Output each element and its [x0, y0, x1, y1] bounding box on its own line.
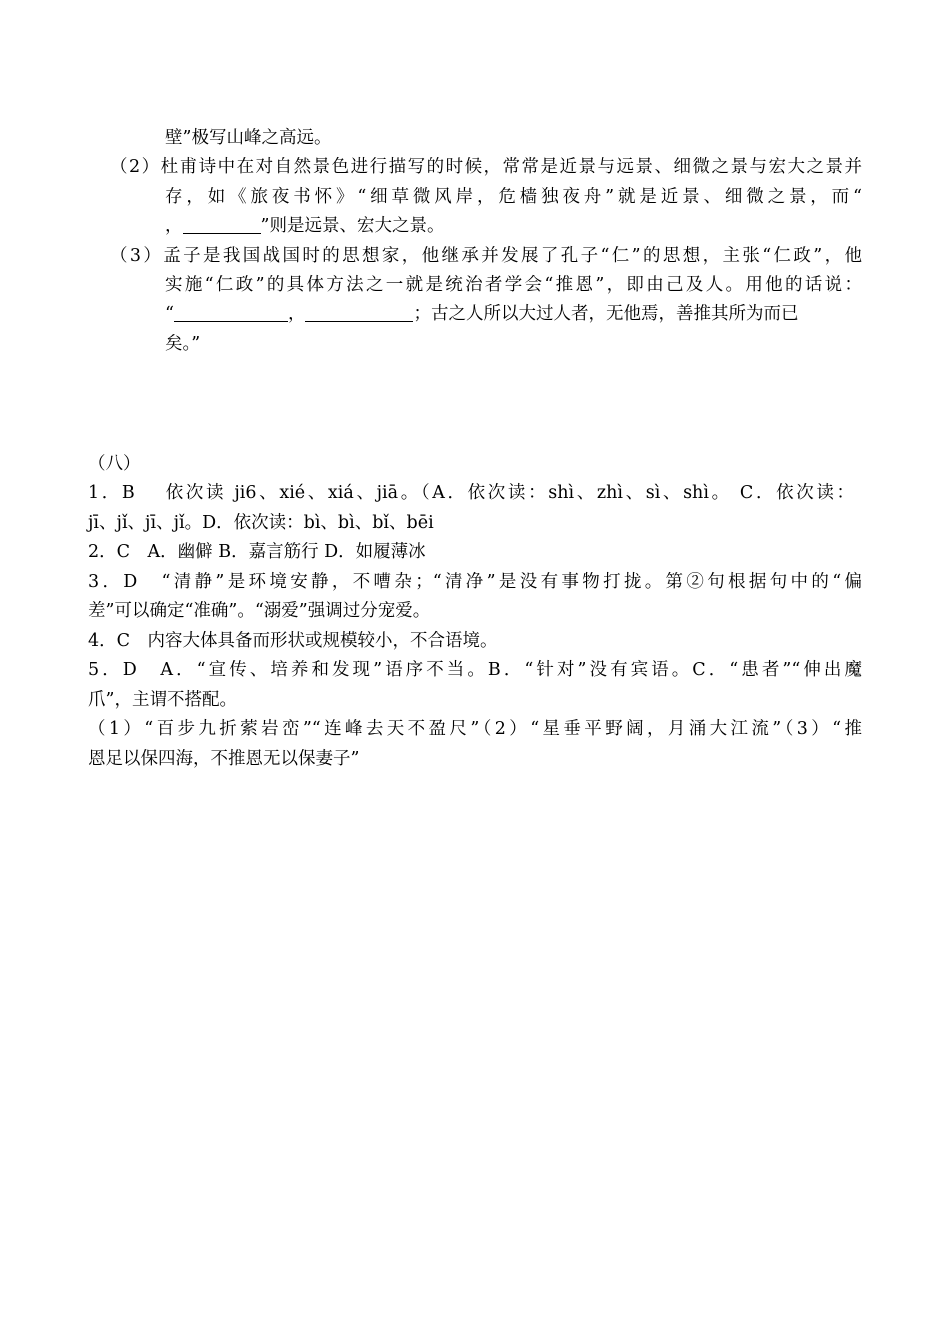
answer-1-line-1: 1．B 依次读 ji6、xié、xiá、jiā。（A．依次读：shì、zhì、sì、shì。 C．依次读： [88, 483, 854, 503]
q3-line-3-open-quote: “ [165, 304, 174, 324]
answer-1-line-2: jī、jǐ、jī、jǐ。D．依次读：bì、bì、bǐ、bēi [88, 513, 434, 533]
answer-5-line-1: 5．D A．“宣传、培养和发现”语序不当。B．“针对”没有宾语。C．“患者”“伸出魔 [88, 660, 862, 680]
answer-blank[interactable] [183, 216, 261, 234]
q2-line-3-comma: ， [165, 216, 183, 236]
q2-line-1: （2）杜甫诗中在对自然景色进行描写的时候，常常是近景与远景、细微之景与宏大之景并 [110, 157, 862, 177]
answer-3-line-1: 3．D “清静”是环境安静，不嘈杂；“清净”是没有事物打拢。第②句根据句中的“偏 [88, 572, 862, 592]
q3-line-4: 矣。” [165, 334, 201, 354]
q3-line-3 [165, 302, 798, 326]
q2-line-3 [165, 214, 444, 238]
q3-line-3-comma: ， [287, 304, 306, 324]
answer-3-line-2: 差”可以确定“准确”。“溺爱”强调过分宠爱。 [88, 601, 431, 621]
q2-line-3-tail: ”则是远景、宏大之景。 [260, 216, 445, 236]
answer-4: 4．C 内容大体具备而形状或规模较小，不合语境。 [88, 631, 498, 651]
q1-tail-line: 壁”极写山峰之高远。 [165, 128, 332, 148]
q3-line-1: （3）孟子是我国战国时的思想家，他继承并发展了孔子“仁”的思想，主张“仁政”，他 [110, 246, 862, 266]
q2-line-2: 存，如《旅夜书怀》“细草微风岸，危樯独夜舟”就是近景、细微之景，而“ [165, 187, 862, 207]
answer-6-line-1: （1）“百步九折萦岩峦”“连峰去天不盈尺”（2）“星垂平野阔，月涌大江流”（3）“推 [88, 719, 862, 739]
answer-blank[interactable] [305, 304, 413, 322]
answer-6-line-2: 恩足以保四海，不推恩无以保妻子” [88, 749, 360, 769]
q3-line-2: 实施“仁政”的具体方法之一就是统治者学会“推恩”，即由己及人。用他的话说： [165, 275, 862, 295]
answer-blank[interactable] [174, 304, 288, 322]
q3-line-3-tail: ；古之人所以大过人者，无他焉，善推其所为而已 [413, 304, 799, 324]
answer-5-line-2: 爪”，主谓不搭配。 [88, 690, 237, 710]
answer-2: 2．C A．幽僻 B．嘉言筋行 D．如履薄冰 [88, 542, 426, 562]
section-title: （八） [88, 454, 141, 474]
